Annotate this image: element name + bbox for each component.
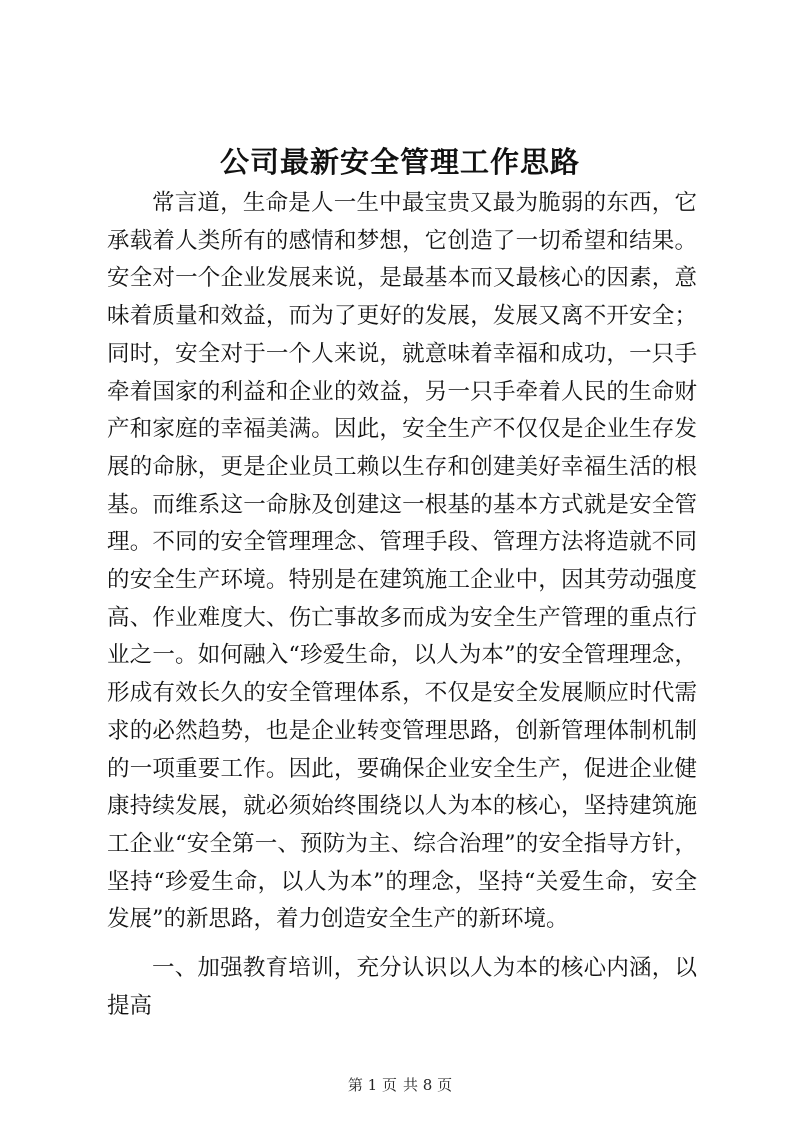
page-number: 第 1 页 [347, 1076, 397, 1094]
paragraph-section-one: 一、加强教育培训，充分认识以人为本的核心内涵，以提高 [107, 955, 697, 1019]
document-title: 公司最新安全管理工作思路 [219, 145, 580, 179]
paragraph-intro: 常言道，生命是人一生中最宝贵又最为脆弱的东西，它承载着人类所有的感情和梦想，它创造了一切希望和结果。安全对一个企业发展来说，是最基本而又最核心的因素，意味着质量和效益，而为了更好的发展，发展又离不开安全；同时，安全对于一个人来说，就意味着幸福和成功，一只手牵着国家的利益和企业的效益，另一只手牵着人民的生命财产和家庭的幸福美满。因此，安全生产不仅仅是企业生存发展的命脉，更是企业员工赖以生存和创建美好幸福生活的根基。而维系这一命脉及创建这一根基的基本方式就是安全管理。不同的安全管理理念、管理手段、管理方法将造就不同的安全生产环境。特别是在建筑施工企业中，因其劳动强度高、作业难度大、伤亡事故多而成为安全生产管理的重点行业之一。如何融入“珍爱生命，以人为本”的安全管理理念，形成有效长久的安全管理体系，不仅是安全发展顺应时代需求的必然趋势，也是企业转变管理思路，创新管理体制机制的一项重要工作。因此，要确保企业安全生产，促进企业健康持续发展，就必须始终围绕以人为本的核心，坚持建筑施工企业“安全第一、预防为主、综合治理”的安全指导方针，坚持“珍爱生命，以人为本”的理念，坚持“关爱生命，安全发展”的新思路，着力创造安全生产的新环境。 [107, 190, 697, 933]
page-footer [0, 1075, 800, 1095]
page-total: 共 8 页 [403, 1076, 453, 1094]
document-body [107, 185, 697, 1025]
